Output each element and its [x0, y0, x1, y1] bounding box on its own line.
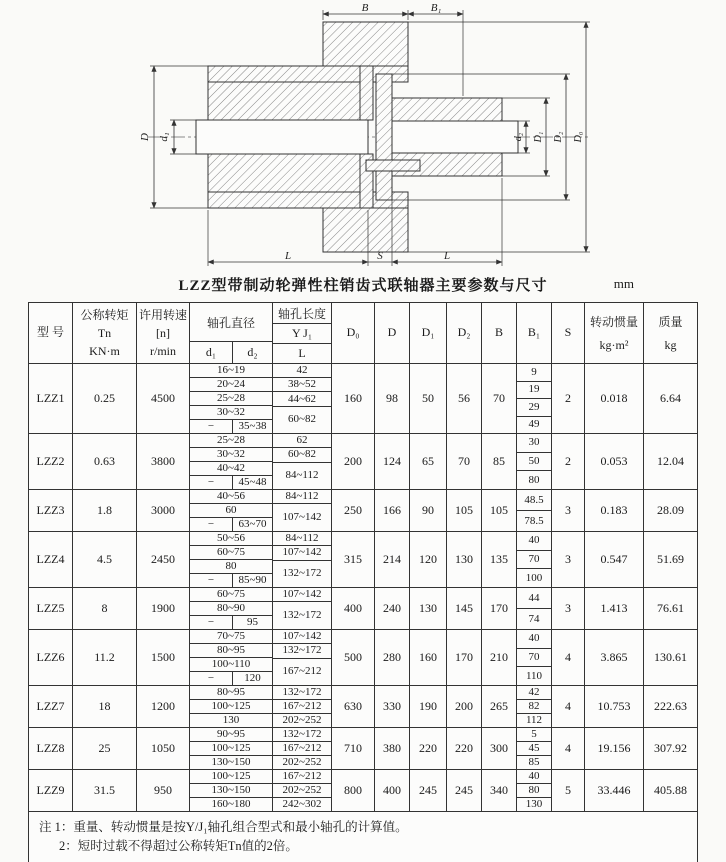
length-subrow: 38~52	[273, 377, 331, 391]
left-bore	[196, 120, 368, 154]
dim-label-d2: d₂	[513, 132, 524, 142]
cell-D: 280	[374, 630, 409, 685]
bore-subrow: 100~125	[211, 770, 251, 782]
notes	[29, 811, 697, 862]
cell-model: LZZ1	[36, 390, 65, 405]
b1-subrow: 78.5	[517, 510, 551, 531]
bore-d2-value: 95	[247, 616, 258, 628]
cell-inertia: 10.753	[584, 686, 643, 727]
b1-subrow: 130	[517, 797, 551, 811]
col-header-speed	[136, 303, 189, 363]
length-subrow: 167~212	[273, 741, 331, 755]
cell-torque: 25	[72, 728, 136, 769]
cell-B1	[516, 630, 551, 685]
bore-d2-value: 35~38	[238, 420, 267, 432]
cell-mass: 12.04	[643, 434, 697, 489]
cell-S: 4	[551, 686, 584, 727]
cell-D: 380	[374, 728, 409, 769]
page-title: LZZ型带制动轮弹性柱销齿式联轴器主要参数与尺寸	[178, 278, 548, 294]
cell-torque: 18	[72, 686, 136, 727]
cell-inertia: 0.547	[584, 532, 643, 587]
cell-bore-diameters	[189, 770, 272, 811]
cell-B: 135	[481, 532, 516, 587]
cell-D0: 710	[331, 728, 374, 769]
table-row	[29, 489, 697, 531]
b1-subrow: 112	[517, 713, 551, 727]
header-line: kg·m²	[599, 338, 629, 352]
dim-label-B: B	[361, 2, 369, 14]
cell-mass: 51.69	[643, 532, 697, 587]
cell-bore-lengths	[272, 630, 331, 685]
header-line: 轴孔长度	[277, 306, 326, 321]
col-header-D1: D₁	[409, 303, 446, 363]
bore-subrow: 80~95	[190, 643, 272, 657]
dim-label-d1: d₁	[158, 132, 170, 142]
cell-B: 70	[481, 364, 516, 433]
cell-model: LZZ3	[36, 502, 65, 517]
bore-subrow: 130~150	[190, 783, 272, 797]
bore-d2-value: 63~70	[238, 518, 267, 530]
cell-bore-diameters	[189, 532, 272, 587]
cell-bore-lengths	[272, 434, 331, 489]
bore-subrow: 40~56	[217, 490, 245, 502]
b1-subrow: 19	[517, 381, 551, 399]
table-row	[29, 629, 697, 685]
cell-B1	[516, 434, 551, 489]
cell-speed: 3800	[136, 434, 189, 489]
cell-D2: 130	[446, 532, 481, 587]
bore-subrow: 100~125	[190, 699, 272, 713]
b1-subrow: 40	[528, 534, 540, 547]
bore-subrow: 30~32	[190, 405, 272, 419]
bore-subrow: 100~125	[190, 741, 272, 755]
header-line: KN·m	[89, 344, 120, 358]
length-subrow: 44~62	[273, 391, 331, 405]
col-header-D: D	[374, 303, 409, 363]
cell-D1: 130	[409, 588, 446, 629]
cell-bore-lengths	[272, 770, 331, 811]
dim-label-D2: D₂	[553, 131, 564, 143]
b1-subrow: 74	[517, 608, 551, 629]
bore-subrow: 30~32	[190, 447, 272, 461]
bore-d1-value: −	[190, 420, 233, 433]
cell-D1: 120	[409, 532, 446, 587]
b1-subrow: 80	[517, 470, 551, 489]
cell-D1: 65	[409, 434, 446, 489]
bore-d2-value: 45~48	[238, 476, 267, 488]
bore-subrow: 20~24	[190, 377, 272, 391]
bore-subrow	[190, 615, 272, 629]
col-header-B1: B₁	[516, 303, 551, 363]
bore-subrow: 60~75	[190, 545, 272, 559]
header-line: [n]	[156, 326, 170, 340]
col-header-mass	[643, 303, 697, 363]
cell-bore-lengths	[272, 364, 331, 433]
cell-S: 5	[551, 770, 584, 811]
cell-bore-lengths	[272, 686, 331, 727]
bore-d1-value: −	[190, 672, 233, 685]
col-header-bore-diameter	[189, 303, 272, 363]
length-subrow: 167~212	[282, 770, 322, 782]
length-subrow: 167~212	[273, 658, 331, 686]
cell-speed: 2450	[136, 532, 189, 587]
length-subrow: 107~142	[273, 545, 331, 559]
cell-mass: 405.88	[643, 770, 697, 811]
cell-torque: 1.8	[72, 490, 136, 531]
length-subrow: 107~142	[282, 630, 322, 643]
cell-model: LZZ9	[36, 782, 65, 797]
bore-d2-value: 85~90	[238, 574, 267, 586]
cell-D1: 245	[409, 770, 446, 811]
cell-speed: 1200	[136, 686, 189, 727]
b1-subrow: 80	[517, 783, 551, 797]
cell-D2: 220	[446, 728, 481, 769]
b1-subrow: 48.5	[524, 493, 544, 506]
bore-subrow: 60~75	[217, 588, 245, 600]
cell-B1	[516, 770, 551, 811]
cell-B: 210	[481, 630, 516, 685]
table-header	[29, 303, 697, 363]
cell-D0: 200	[331, 434, 374, 489]
elastic-pin	[366, 160, 420, 171]
b1-subrow: 40	[528, 632, 540, 645]
col-header-B: B	[481, 303, 516, 363]
header-d1-d2	[190, 341, 272, 363]
bore-subrow: 70~75	[217, 630, 245, 642]
header-line: 轴孔直径	[206, 315, 255, 330]
bore-subrow	[190, 517, 272, 531]
length-subrow: 107~142	[282, 588, 322, 601]
b1-subrow: 30	[528, 436, 540, 449]
col-header-D2: D₂	[446, 303, 481, 363]
b1-subrow: 70	[517, 648, 551, 667]
cell-model: LZZ2	[36, 453, 65, 468]
cell-B1	[516, 588, 551, 629]
bore-subrow	[190, 671, 272, 685]
cell-bore-diameters	[189, 728, 272, 769]
b1-subrow: 82	[517, 699, 551, 713]
cell-S: 4	[551, 630, 584, 685]
cell-model: LZZ4	[36, 551, 65, 566]
cell-B1	[516, 686, 551, 727]
cell-D2: 56	[446, 364, 481, 433]
cell-torque: 8	[72, 588, 136, 629]
col-header-d1: d₁	[190, 342, 233, 363]
cell-torque: 0.63	[72, 434, 136, 489]
cell-bore-diameters	[189, 588, 272, 629]
col-header-S: S	[551, 303, 584, 363]
b1-subrow: 85	[517, 755, 551, 769]
b1-subrow: 110	[517, 666, 551, 685]
cell-B1	[516, 364, 551, 433]
length-subrow: 42	[296, 364, 308, 377]
dim-label-L-right: L	[443, 250, 451, 262]
brake-drum-web	[360, 66, 373, 120]
length-subrow: 84~112	[285, 532, 319, 545]
dim-label-D: D	[139, 133, 151, 141]
bore-subrow: 100~110	[190, 657, 272, 671]
length-subrow: 202~252	[273, 755, 331, 769]
cell-D1: 90	[409, 490, 446, 531]
col-header-model: 型 号	[36, 325, 64, 340]
cell-D: 240	[374, 588, 409, 629]
cell-S: 2	[551, 364, 584, 433]
length-subrow: 62	[296, 434, 308, 447]
header-line: 公称转矩	[80, 308, 129, 322]
cell-S: 4	[551, 728, 584, 769]
length-subrow: 202~252	[273, 713, 331, 727]
left-hub	[208, 82, 368, 120]
bore-subrow: 80	[190, 559, 272, 573]
cell-torque: 0.25	[72, 364, 136, 433]
cell-inertia: 3.865	[584, 630, 643, 685]
cell-inertia: 0.053	[584, 434, 643, 489]
cell-bore-diameters	[189, 686, 272, 727]
cell-D0: 315	[331, 532, 374, 587]
b1-subrow: 45	[517, 741, 551, 755]
cell-D1: 50	[409, 364, 446, 433]
length-subrow: 242~302	[273, 797, 331, 811]
cell-inertia: 0.018	[584, 364, 643, 433]
b1-subrow: 40	[528, 770, 540, 782]
title-bar	[0, 274, 726, 296]
cell-bore-diameters	[189, 434, 272, 489]
cell-D2: 105	[446, 490, 481, 531]
unit-label: mm	[613, 276, 634, 291]
header-line: 转动惯量	[589, 315, 638, 329]
length-subrow: 60~82	[273, 406, 331, 433]
spec-table	[28, 302, 698, 862]
cell-inertia: 33.446	[584, 770, 643, 811]
col-header-inertia	[584, 303, 643, 363]
cell-D0: 630	[331, 686, 374, 727]
header-line: kg	[664, 338, 677, 352]
cell-D: 214	[374, 532, 409, 587]
cell-B: 105	[481, 490, 516, 531]
header-line: Tn	[97, 326, 112, 340]
cell-speed: 1500	[136, 630, 189, 685]
length-subrow: 132~172	[273, 643, 331, 657]
length-subrow: 60~82	[273, 447, 331, 461]
cell-D2: 245	[446, 770, 481, 811]
cell-D: 166	[374, 490, 409, 531]
bore-subrow: 25~28	[217, 434, 245, 446]
b1-subrow: 70	[517, 550, 551, 569]
cell-inertia: 19.156	[584, 728, 643, 769]
col-header-bore-length	[272, 303, 331, 363]
bore-subrow: 80~95	[217, 686, 245, 698]
length-subrow: 84~112	[285, 490, 319, 503]
cell-D1: 220	[409, 728, 446, 769]
b1-subrow: 100	[517, 568, 551, 587]
bore-subrow: 40~42	[190, 461, 272, 475]
length-subrow: 132~172	[273, 601, 331, 629]
cell-B: 340	[481, 770, 516, 811]
cell-speed: 3000	[136, 490, 189, 531]
bore-subrow: 130~150	[190, 755, 272, 769]
cell-D1: 160	[409, 630, 446, 685]
b1-subrow: 42	[528, 686, 540, 698]
cell-model: LZZ6	[36, 649, 65, 664]
note-line-1: 注 1：重量、转动惯量是按Y/J₁轴孔组合型式和最小轴孔的计算值。	[39, 820, 408, 834]
coupling-drawing-area	[118, 2, 618, 270]
col-header-D0: D₀	[331, 303, 374, 363]
cell-model: LZZ7	[36, 698, 65, 713]
bore-d1-value: −	[190, 616, 233, 629]
b1-subrow: 5	[531, 728, 537, 740]
cell-inertia: 1.413	[584, 588, 643, 629]
bore-subrow: 60	[190, 503, 272, 517]
bore-subrow: 160~180	[190, 797, 272, 811]
table-row	[29, 433, 697, 489]
cell-bore-lengths	[272, 588, 331, 629]
cell-bore-diameters	[189, 364, 272, 433]
length-subrow: 132~172	[282, 686, 322, 698]
dim-label-S: S	[377, 250, 383, 262]
cell-bore-diameters	[189, 490, 272, 531]
bore-subrow	[190, 573, 272, 587]
brake-drum-rim	[323, 208, 408, 252]
b1-subrow: 49	[517, 416, 551, 434]
bore-subrow: 80~90	[190, 601, 272, 615]
cell-torque: 31.5	[72, 770, 136, 811]
bore-subrow: 16~19	[217, 364, 245, 376]
dim-label-D0: D₀	[573, 131, 584, 143]
cell-D0: 500	[331, 630, 374, 685]
cell-speed: 1050	[136, 728, 189, 769]
dim-label-L-left: L	[284, 250, 292, 262]
b1-subrow: 50	[517, 452, 551, 471]
length-subrow: 132~172	[282, 728, 322, 740]
cell-D2: 145	[446, 588, 481, 629]
cell-mass: 307.92	[643, 728, 697, 769]
cell-model: LZZ8	[36, 740, 65, 755]
cell-D0: 800	[331, 770, 374, 811]
table-row	[29, 727, 697, 769]
col-header-torque	[72, 303, 136, 363]
coupling-cross-section-drawing	[118, 2, 618, 270]
bore-d1-value: −	[190, 574, 233, 587]
dim-label-B1: B₁	[430, 2, 442, 14]
bore-subrow: 130	[190, 713, 272, 727]
bore-subrow	[190, 419, 272, 433]
cell-B1	[516, 490, 551, 531]
bore-subrow: 90~95	[217, 728, 245, 740]
cell-inertia: 0.183	[584, 490, 643, 531]
cell-speed: 4500	[136, 364, 189, 433]
table-row	[29, 685, 697, 727]
cell-B: 300	[481, 728, 516, 769]
bore-subrow: 50~56	[217, 532, 245, 544]
cell-bore-lengths	[272, 532, 331, 587]
cell-D: 98	[374, 364, 409, 433]
cell-D2: 200	[446, 686, 481, 727]
bore-d1-value: −	[190, 476, 233, 489]
cell-D1: 190	[409, 686, 446, 727]
cell-D2: 170	[446, 630, 481, 685]
cell-S: 2	[551, 434, 584, 489]
cell-mass: 6.64	[643, 364, 697, 433]
cell-speed: 950	[136, 770, 189, 811]
cell-D: 330	[374, 686, 409, 727]
col-header-d2: d₂	[247, 345, 258, 359]
cell-B1	[516, 532, 551, 587]
cell-bore-lengths	[272, 728, 331, 769]
length-subrow: 84~112	[273, 462, 331, 490]
table-row	[29, 531, 697, 587]
length-subrow: 167~212	[273, 699, 331, 713]
cell-B: 265	[481, 686, 516, 727]
cell-model: LZZ5	[36, 600, 65, 615]
cell-D: 124	[374, 434, 409, 489]
table-body	[29, 363, 697, 811]
header-line: 许用转速	[138, 308, 187, 322]
table-row	[29, 587, 697, 629]
col-header-L: L	[273, 343, 331, 363]
cell-S: 3	[551, 490, 584, 531]
cell-D0: 250	[331, 490, 374, 531]
header-line: Y J₁	[273, 323, 331, 343]
cell-mass: 28.09	[643, 490, 697, 531]
length-subrow: 107~142	[273, 503, 331, 531]
header-line: r/min	[150, 344, 176, 358]
left-hub	[208, 154, 368, 192]
b1-subrow: 44	[528, 591, 540, 604]
header-line: 质量	[658, 315, 683, 329]
b1-subrow: 9	[531, 365, 537, 378]
cell-D0: 160	[331, 364, 374, 433]
bore-d1-value: −	[190, 518, 233, 531]
cell-speed: 1900	[136, 588, 189, 629]
cell-mass: 130.61	[643, 630, 697, 685]
length-subrow: 132~172	[273, 560, 331, 588]
cell-torque: 4.5	[72, 532, 136, 587]
brake-drum-rim	[323, 22, 408, 66]
table-row	[29, 363, 697, 433]
length-subrow: 202~252	[273, 783, 331, 797]
table-row	[29, 769, 697, 811]
cell-torque: 11.2	[72, 630, 136, 685]
cell-D2: 70	[446, 434, 481, 489]
cell-mass: 76.61	[643, 588, 697, 629]
cell-D0: 400	[331, 588, 374, 629]
right-bore	[392, 121, 518, 153]
cell-B: 170	[481, 588, 516, 629]
cell-S: 3	[551, 532, 584, 587]
cell-D: 400	[374, 770, 409, 811]
dim-label-D1: D₁	[533, 131, 544, 143]
right-flange	[376, 74, 392, 200]
bore-d2-value: 120	[244, 672, 261, 684]
b1-subrow: 29	[517, 398, 551, 416]
bore-subrow	[190, 475, 272, 489]
cell-S: 3	[551, 588, 584, 629]
cell-B: 85	[481, 434, 516, 489]
note-line-2: 2：短时过载不得超过公称转矩Tn值的2倍。	[59, 839, 298, 854]
cell-B1	[516, 728, 551, 769]
cell-bore-diameters	[189, 630, 272, 685]
cell-bore-lengths	[272, 490, 331, 531]
bore-subrow: 25~28	[190, 391, 272, 405]
cell-mass: 222.63	[643, 686, 697, 727]
